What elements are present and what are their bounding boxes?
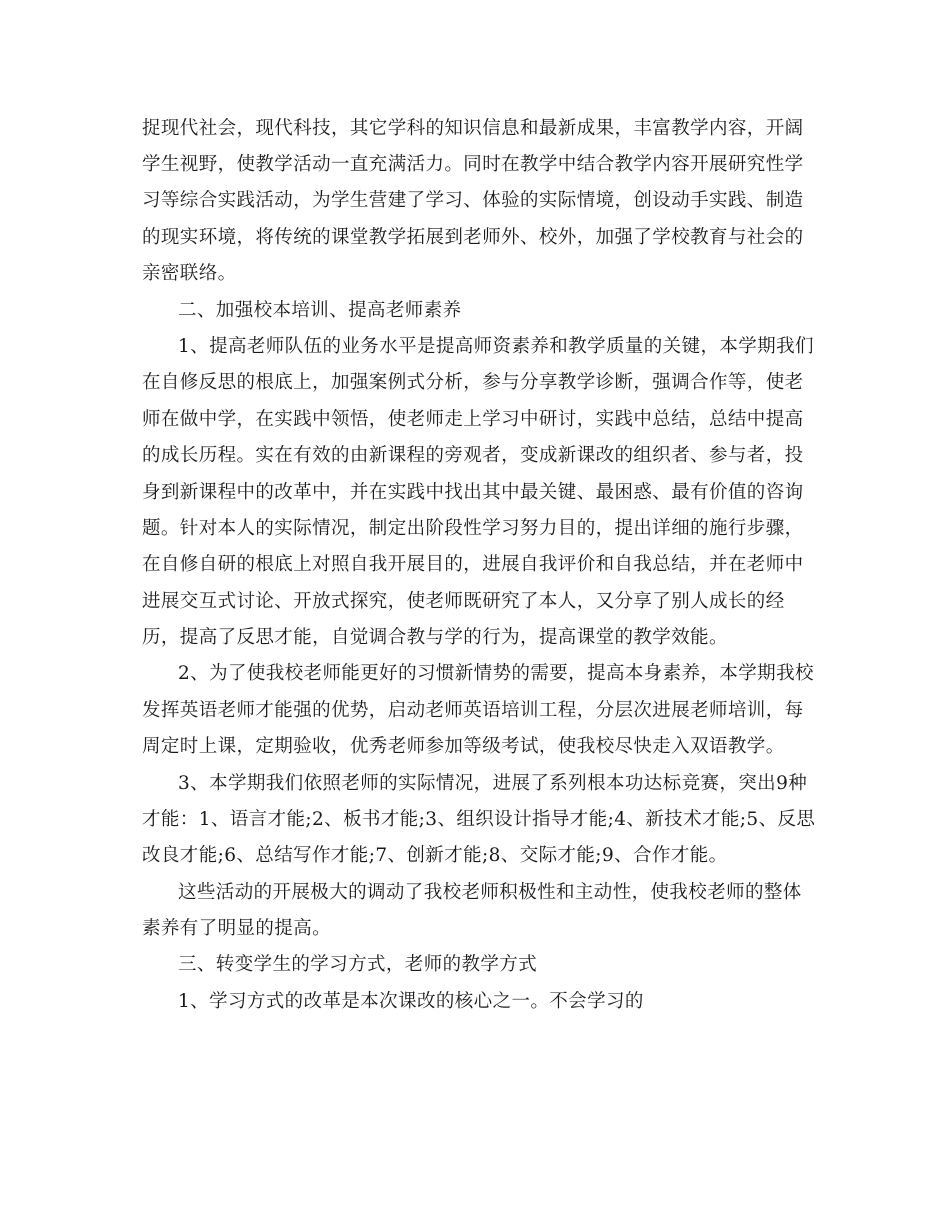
text-line: 在自修自研的根底上对照自我开展目的，进展自我评价和自我总结，并在老师中 [142, 554, 804, 575]
text-line: 素养有了明显的提高。 [142, 918, 332, 939]
text-line: 改良才能;6、总结写作才能;7、创新才能;8、交际才能;9、合作才能。 [142, 845, 728, 866]
text-line: 周定时上课，定期验收，优秀老师参加等级考试，使我校尽快走入双语教学。 [142, 736, 785, 757]
text-line: 3、本学期我们依照老师的实际情况，进展了系列根本功达标竞赛，突出9种 [178, 773, 808, 794]
text-line: 学生视野，使教学活动一直充满活力。同时在教学中结合教学内容开展研究性学 [142, 154, 804, 175]
text-line: 1、提高老师队伍的业务水平是提高师资素养和教学质量的关键，本学期我们 [178, 336, 814, 357]
text-line: 历，提高了反思才能，自觉调合教与学的行为，提高课堂的教学效能。 [142, 627, 728, 648]
text-line: 的现实环境，将传统的课堂教学拓展到老师外、校外，加强了学校教育与社会的 [142, 227, 804, 248]
text-line: 1、学习方式的改革是本次课改的核心之一。不会学习的 [178, 991, 644, 1012]
text-line: 师在做中学，在实践中领悟，使老师走上学习中研讨，实践中总结，总结中提高 [142, 409, 804, 430]
text-line: 的成长历程。实在有效的由新课程的旁观者，变成新课改的组织者、参与者，投 [142, 445, 804, 466]
text-line: 习等综合实践活动，为学生营建了学习、体验的实际情境，创设动手实践、制造 [142, 190, 804, 211]
text-line: 捉现代社会，现代科技，其它学科的知识信息和最新成果，丰富教学内容，开阔 [142, 118, 804, 139]
text-line: 才能：1、语言才能;2、板书才能;3、组织设计指导才能;4、新技术才能;5、反思 [142, 809, 816, 830]
text-line: 发挥英语老师才能强的优势，启动老师英语培训工程，分层次进展老师培训，每 [142, 700, 804, 721]
text-line: 进展交互式讨论、开放式探究，使老师既研究了本人，又分享了别人成长的经 [142, 591, 785, 612]
text-line: 身到新课程中的改革中，并在实践中找出其中最关键、最困惑、最有价值的咨询 [142, 482, 804, 503]
section-heading: 三、转变学生的学习方式，老师的教学方式 [178, 954, 538, 975]
text-line: 亲密联络。 [142, 263, 237, 284]
text-line: 题。针对本人的实际情况，制定出阶段性学习努力目的，提出详细的施行步骤， [142, 518, 804, 539]
text-line: 2、为了使我校老师能更好的习惯新情势的需要，提高本身素养，本学期我校 [178, 663, 814, 684]
text-line: 在自修反思的根底上，加强案例式分析，参与分享教学诊断，强调合作等，使老 [142, 372, 804, 393]
text-line: 这些活动的开展极大的调动了我校老师积极性和主动性，使我校老师的整体 [178, 882, 802, 903]
section-heading: 二、加强校本培训、提高老师素养 [178, 300, 462, 321]
